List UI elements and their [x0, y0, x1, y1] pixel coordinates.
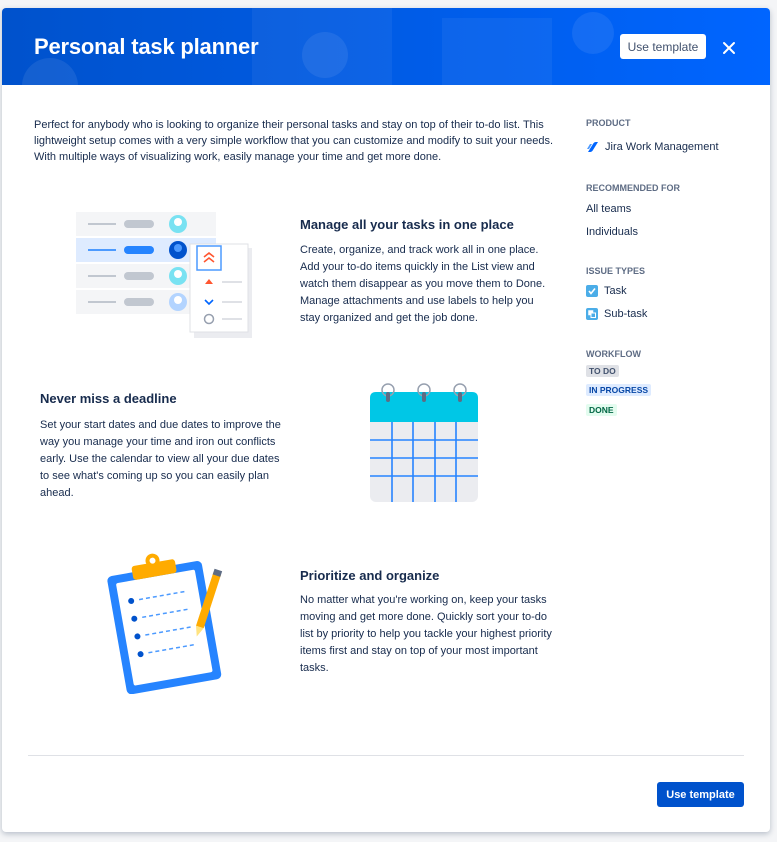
header-decoration	[22, 58, 78, 85]
issue-type-name: Sub-task	[604, 308, 648, 320]
use-template-button-footer[interactable]: Use template	[657, 782, 744, 807]
subtask-icon	[586, 308, 598, 320]
template-modal	[2, 8, 770, 832]
clipboard-illustration	[102, 550, 226, 694]
issue-type-name: Task	[604, 285, 627, 297]
workflow-label: WORKFLOW	[586, 349, 641, 359]
issue-type-item	[586, 308, 647, 320]
use-template-button-header[interactable]: Use template	[620, 34, 706, 59]
header-decoration	[572, 12, 614, 54]
recommended-label: RECOMMENDED FOR	[586, 183, 680, 193]
recommended-item: All teams	[586, 203, 632, 215]
task-checkbox-icon	[586, 285, 598, 297]
product-name: Jira Work Management	[605, 140, 719, 153]
jira-work-management-icon	[586, 140, 599, 153]
feature-title: Prioritize and organize	[300, 568, 440, 583]
feature-description: No matter what you're working on, keep your tasks moving and get more done. Quickly sort your to-do list by priority to help you tackle your highest priority items first and stay on top of your most important tasks.	[300, 594, 552, 674]
workflow-status-in-progress: IN PROGRESS	[586, 384, 651, 396]
feature-title: Manage all your tasks in one place	[300, 217, 514, 232]
task-list-illustration	[76, 208, 256, 338]
feature-description: Set your start dates and due dates to improve the way you manage your time and iron out conflicts early. Use the calendar to view all your due dates to see what's coming up so you can easily plan ahead.	[40, 419, 281, 499]
issue-type-item	[586, 285, 627, 297]
modal-header	[2, 8, 770, 85]
issue-types-label: ISSUE TYPES	[586, 266, 646, 276]
product-item	[586, 140, 719, 153]
modal-title: Personal task planner	[34, 34, 259, 59]
feature-description: Create, organize, and track work all in one place. Add your to-do items quickly in the List view and watch them disappear as you move them to Done. Manage attachments and use labels to help you stay organized and get the job done.	[300, 244, 546, 324]
recommended-item: Individuals	[586, 226, 638, 238]
product-label: PRODUCT	[586, 118, 631, 128]
calendar-illustration	[368, 382, 480, 504]
header-decoration	[442, 18, 552, 85]
workflow-status-done: DONE	[586, 404, 617, 416]
footer-divider	[28, 755, 744, 756]
close-icon[interactable]	[718, 37, 740, 59]
feature-title: Never miss a deadline	[40, 391, 177, 406]
template-description: Perfect for anybody who is looking to organize their personal tasks and stay on top of their to-do list. This lightweight setup comes with a very simple workflow that you can customize and modify to suit your needs. With multiple ways of visualizing work, easily manage your time and get more done.	[34, 119, 554, 163]
workflow-status-todo: TO DO	[586, 365, 619, 377]
header-decoration	[252, 8, 392, 85]
